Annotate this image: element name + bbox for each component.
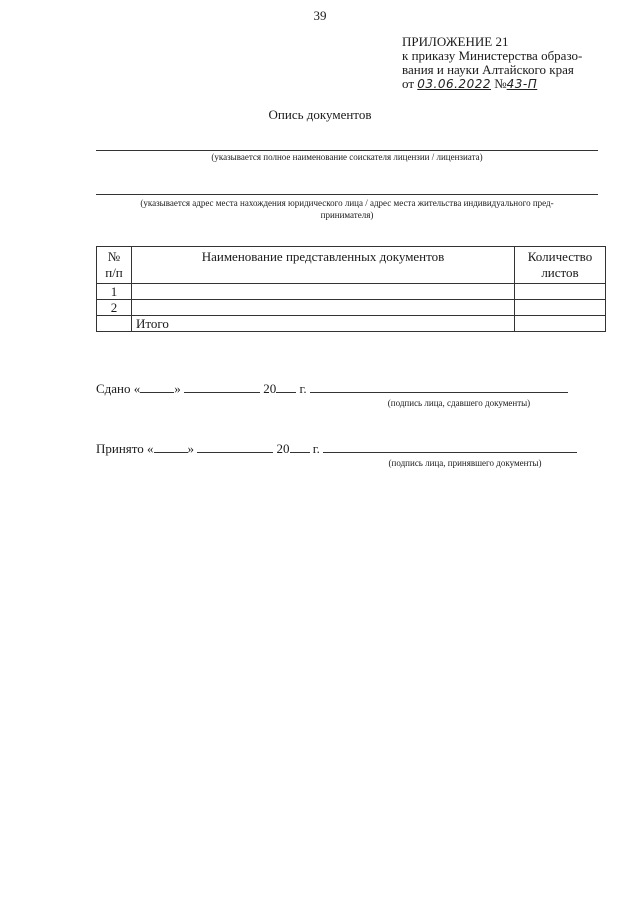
received-close-quote: » — [187, 441, 195, 456]
handed-over-year-field[interactable] — [276, 380, 296, 393]
table-row — [97, 284, 606, 300]
header-num — [97, 247, 132, 284]
row-num: 1 — [97, 284, 132, 300]
received-year-prefix: 20 — [276, 441, 290, 456]
received-year-suffix: г. — [312, 441, 320, 456]
received-signature-caption: (подпись лица, принявшего документы) — [388, 458, 542, 468]
appendix-number: 43-П — [506, 77, 538, 91]
header-count-line-2: листов — [541, 265, 579, 280]
received-month-field[interactable] — [197, 440, 273, 453]
applicant-caption: (указывается полное наименование соискателя лицензии / лицензиата) — [211, 152, 483, 162]
row-num: 2 — [97, 300, 132, 316]
appendix-date: 03.06.2022 — [417, 77, 491, 91]
appendix-from-label: от — [402, 76, 415, 91]
header-num-line-2: п/п — [105, 265, 123, 280]
received-day-field[interactable] — [154, 440, 188, 453]
table-total-row — [97, 316, 606, 332]
table-header-row — [97, 247, 606, 284]
row-count[interactable] — [515, 300, 606, 316]
appendix-line-1: к приказу Министерства образо- — [402, 48, 583, 63]
header-name: Наименование представленных документов — [132, 247, 515, 284]
total-count[interactable] — [515, 316, 606, 332]
received-year-field[interactable] — [290, 440, 310, 453]
handed-over-line — [96, 380, 568, 397]
received-open-quote: « — [147, 441, 154, 456]
handed-over-month-field[interactable] — [184, 380, 260, 393]
received-line — [96, 440, 577, 457]
received-signature-field[interactable] — [323, 440, 577, 453]
received-label: Принято — [96, 441, 144, 456]
header-count — [515, 247, 606, 284]
address-line — [96, 194, 598, 195]
document-title: Опись документов — [268, 107, 372, 122]
row-count[interactable] — [515, 284, 606, 300]
appendix-line-2: вания и науки Алтайского края — [402, 62, 574, 77]
address-caption-line-2: принимателя) — [320, 210, 374, 220]
header-num-line-1: № — [107, 249, 121, 264]
row-name[interactable] — [132, 300, 515, 316]
handed-over-year-suffix: г. — [299, 381, 307, 396]
row-name[interactable] — [132, 284, 515, 300]
handed-over-label: Сдано — [96, 381, 131, 396]
handed-over-signature-field[interactable] — [310, 380, 568, 393]
handed-over-open-quote: « — [133, 381, 141, 396]
header-count-line-1: Количество — [527, 249, 593, 264]
page-number: 39 — [313, 8, 327, 23]
handed-over-year-prefix: 20 — [263, 381, 277, 396]
appendix-header — [402, 35, 622, 91]
address-caption-line-1: (указывается адрес места нахождения юридического лица / адрес места жительства индивидуального пред- — [140, 198, 554, 208]
table-row — [97, 300, 606, 316]
appendix-date-line — [402, 77, 622, 91]
appendix-number-label: № — [494, 76, 507, 91]
appendix-title: ПРИЛОЖЕНИЕ 21 — [402, 34, 509, 49]
handed-over-signature-caption: (подпись лица, сдавшего документы) — [387, 398, 531, 408]
address-caption — [96, 197, 598, 221]
handed-over-day-field[interactable] — [140, 380, 174, 393]
total-label: Итого — [132, 316, 515, 332]
documents-table — [96, 246, 606, 332]
handed-over-close-quote: » — [174, 381, 181, 396]
